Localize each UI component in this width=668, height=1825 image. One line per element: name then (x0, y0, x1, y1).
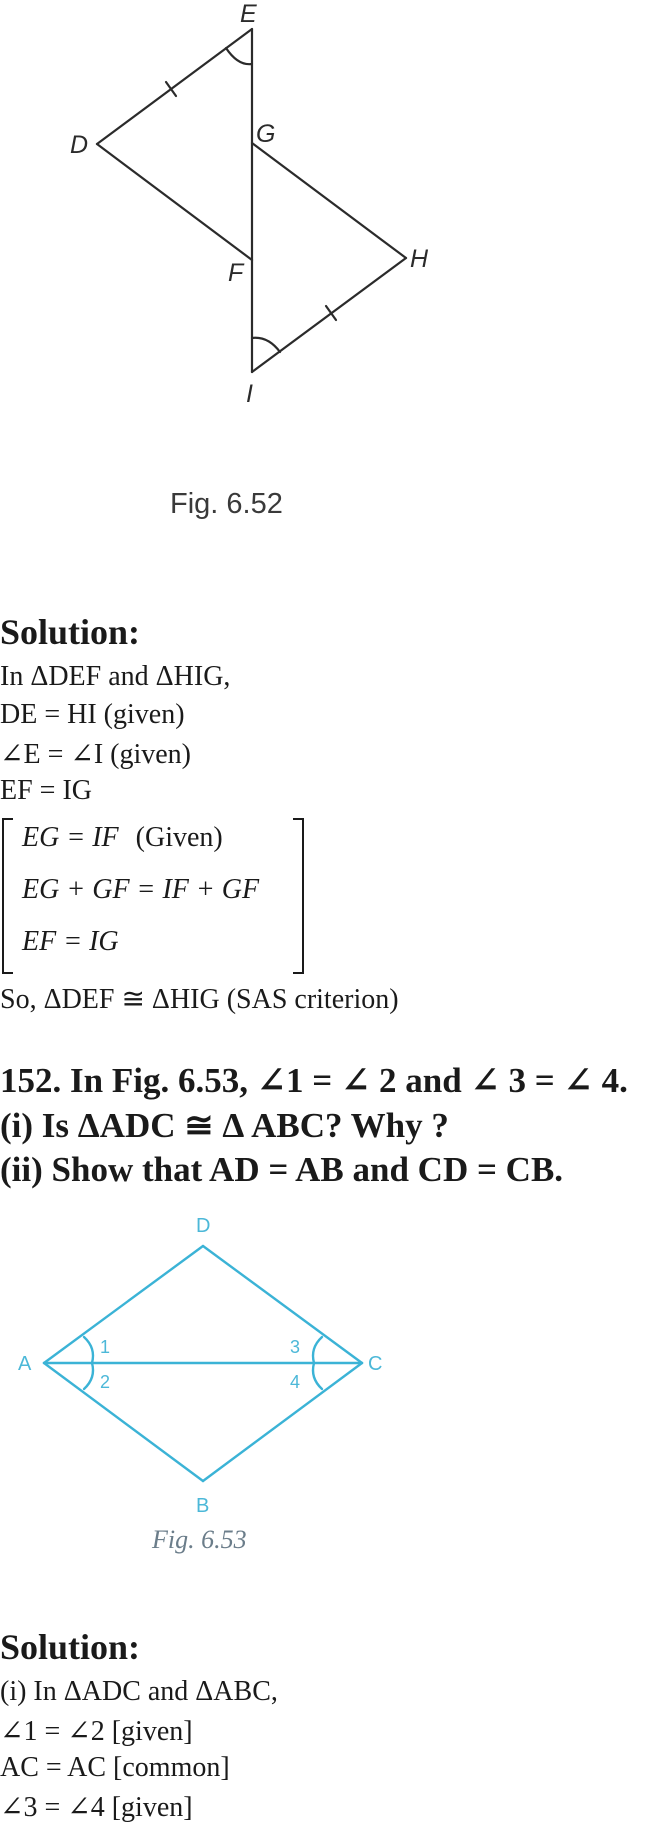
solution-line: In ΔDEF and ΔHIG, (0, 661, 231, 692)
label-a2: A (18, 1353, 32, 1375)
solution-line: ∠E = ∠I (given) (0, 739, 191, 770)
angle-arc-i (252, 338, 280, 352)
right-bracket (293, 818, 304, 974)
solution-line: DE = HI (given) (0, 699, 185, 730)
solution-line: AC = AC [common] (0, 1752, 230, 1783)
matrix-row-note: (Given) (135, 822, 223, 853)
angle-arc-e (226, 48, 252, 64)
segment-gh (252, 143, 406, 258)
label-b2: B (196, 1495, 210, 1517)
figure-6-52 (0, 0, 668, 520)
label-i: I (246, 380, 253, 408)
segment-hi (252, 258, 406, 372)
figure-6-53 (0, 1190, 668, 1520)
segment-ab (44, 1363, 203, 1481)
label-e: E (240, 0, 257, 28)
angle-label-4: 4 (290, 1372, 301, 1392)
angle-label-2: 2 (100, 1372, 111, 1392)
tick-de (166, 82, 176, 96)
segment-bc (203, 1363, 362, 1481)
bracket-matrix (0, 818, 306, 974)
label-f: F (228, 259, 244, 287)
label-c2: C (368, 1353, 383, 1375)
solution-conclusion: So, ΔDEF ≅ ΔHIG (SAS criterion) (0, 984, 399, 1015)
label-d2: D (196, 1215, 211, 1237)
label-g: G (256, 120, 276, 148)
figure-6-52-caption: Fig. 6.52 (170, 488, 283, 520)
tick-hi (326, 306, 336, 320)
question-line: (i) Is ΔADC ≅ Δ ABC? Why ? (0, 1106, 449, 1145)
left-bracket (2, 818, 13, 974)
matrix-row: EF = IG (22, 926, 119, 957)
matrix-row-text: EG = IF (22, 822, 119, 853)
segment-ad (44, 1246, 203, 1363)
angle-label-3: 3 (290, 1337, 301, 1357)
figure-6-53-caption: Fig. 6.53 (152, 1525, 247, 1554)
label-d: D (70, 131, 89, 159)
label-h: H (410, 245, 429, 273)
angle-arc-3 (313, 1337, 322, 1363)
solution-heading: Solution: (0, 1627, 141, 1667)
solution-heading: Solution: (0, 612, 141, 652)
question-line: (ii) Show that AD = AB and CD = CB. (0, 1150, 564, 1189)
segment-ed (97, 29, 252, 144)
angle-arc-4 (313, 1363, 322, 1389)
segment-dc (203, 1246, 362, 1363)
angle-arc-1 (84, 1337, 93, 1363)
solution-line: ∠1 = ∠2 [given] (0, 1716, 193, 1747)
matrix-row: EG + GF = IF + GF (22, 874, 260, 905)
solution-line: ∠3 = ∠4 [given] (0, 1792, 193, 1823)
matrix-row (22, 822, 223, 854)
segment-df (97, 144, 252, 260)
solution-line: EF = IG (0, 775, 93, 806)
angle-label-1: 1 (100, 1337, 111, 1357)
question-line: 152. In Fig. 6.53, ∠1 = ∠ 2 and ∠ 3 = ∠ 4. (0, 1061, 628, 1100)
angle-arc-2 (84, 1363, 93, 1389)
solution-line: (i) In ΔADC and ΔABC, (0, 1676, 278, 1707)
